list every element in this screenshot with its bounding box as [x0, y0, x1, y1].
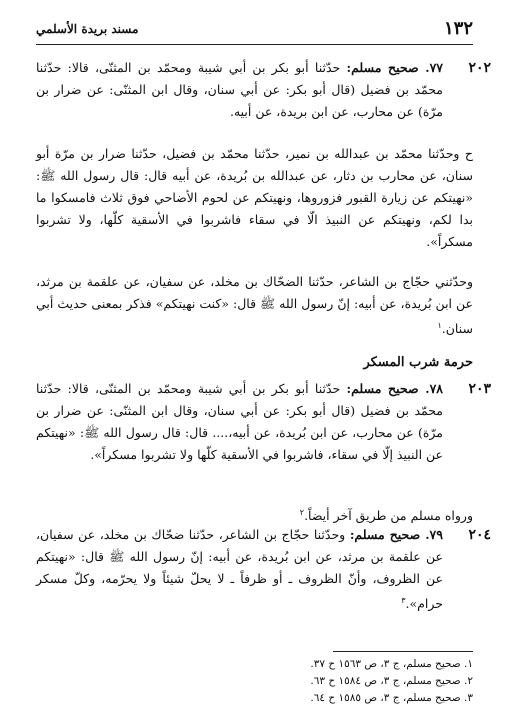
hadith-text: ورواه مسلم من طريق آخر أيضاً.	[304, 508, 473, 524]
section-heading: حرمة شرب المسكر	[363, 355, 473, 370]
footnote-marker: ٣	[401, 596, 406, 605]
hadith-text: وحدّثنا حجّاج بن الشاعر، حدّثنا ضحّاك بن مخلد، عن سفيان، عن علقمة بن مرثد، عن ابن بُريدة، عن أبيه: إنّ رسول الله ﷺ قال: «نهيتكم عن الظروف، وأنّ الظروف ـ أو ظرفاً ـ لا يحلّ شيئاً ولا يحرّمه، وكلّ مسكر حرام».	[36, 527, 443, 612]
page-number: ١٣٢	[443, 18, 473, 39]
hadith-paragraph	[36, 524, 443, 615]
hadith-text: حدّثنا أبو بكر بن أبي شيبة ومحمّد بن المثنّى، قالا: حدّثنا محمّد بن فضيل (قال أبو بكر: عن أبي سنان، وقال ابن المثنّى: عن ضرار بن مرّة) عن محارب، عن ابن بُريدة، عن أبيه،.... قال: قال رسول الله ﷺ: «نهيتكم عن النبيذ إلّا في سقاء، فاشربوا في الأسقية كلّها ولا تشربوا مسكراً».	[36, 381, 443, 462]
entry-number: ٢٠٣	[468, 381, 491, 397]
hadith-paragraph	[36, 271, 473, 340]
footnote-marker: ١	[437, 321, 442, 330]
hadith-text: ح وحدّثنا محمّد بن عبدالله بن نمير، حدّثنا محمّد بن فضيل، حدّثنا ضرار بن مرّة أبو سنان، عن محارب بن دثار، عن عبدالله بن بُريدة، عن أبيه قال: قال رسول الله ﷺ: «نهيتكم عن زيارة القبور فزوروها، ونهيتكم عن لحوم الأضاحي فوق ثلاث فامسكوا ما بدا لكم، ونهيتكم عن النبيذ الّا في سقاء فاشربوا في الأسقية كلّها، ولا تشربوا مسكراً».	[36, 146, 473, 249]
running-title: مسند بريدة الأسلمي	[36, 22, 139, 36]
entry-number: ٢٠٤	[468, 527, 491, 543]
footnote-item: ٣. صحيح مسلم، ج ٣، ص ١٥٨٥ ح ٦٤.	[310, 692, 473, 704]
footnote-marker: ٢	[299, 508, 305, 517]
hadith-paragraph	[36, 378, 443, 466]
page-header	[36, 18, 473, 44]
hadith-source-label: ٧٧. صحيح مسلم:	[346, 60, 443, 75]
hadith-text: وحدّثني حجّاج بن الشاعر، حدّثنا الضحّاك بن مخلد، عن سفيان، عن علقمة بن مرثد، عن ابن بُريدة، عن أبيه: إنّ رسول الله ﷺ قال: «كنت نهيتكم» فذكر بمعنى حديث أبي سنان.	[36, 274, 473, 337]
footnotes	[36, 656, 473, 707]
hadith-paragraph	[36, 143, 473, 253]
hadith-source-label: ٧٨. صحيح مسلم:	[346, 381, 443, 396]
footnote-item: ٢. صحيح مسلم، ج ٣، ص ١٥٨٤ ح ٦٣.	[310, 675, 473, 687]
hadith-source-label: ٧٩. صحيح مسلم:	[349, 527, 443, 542]
header-divider	[36, 44, 473, 45]
hadith-paragraph	[36, 57, 443, 123]
footnote-divider	[333, 651, 473, 652]
entry-number: ٢٠٢	[468, 60, 491, 76]
footnote-item: ١. صحيح مسلم، ج ٣، ص ١٥٦٣ ح ٣٧.	[310, 658, 473, 670]
hadith-text: حدّثنا أبو بكر بن أبي شيبة ومحمّد بن المثنّى، قالا: حدّثنا محمّد بن فضيل (قال أبو بكر: عن أبي سنان، وقال ابن المثنّى: عن ضرار بن مرّة) عن محارب، عن ابن بريدة، عن أبيه.	[36, 60, 443, 119]
